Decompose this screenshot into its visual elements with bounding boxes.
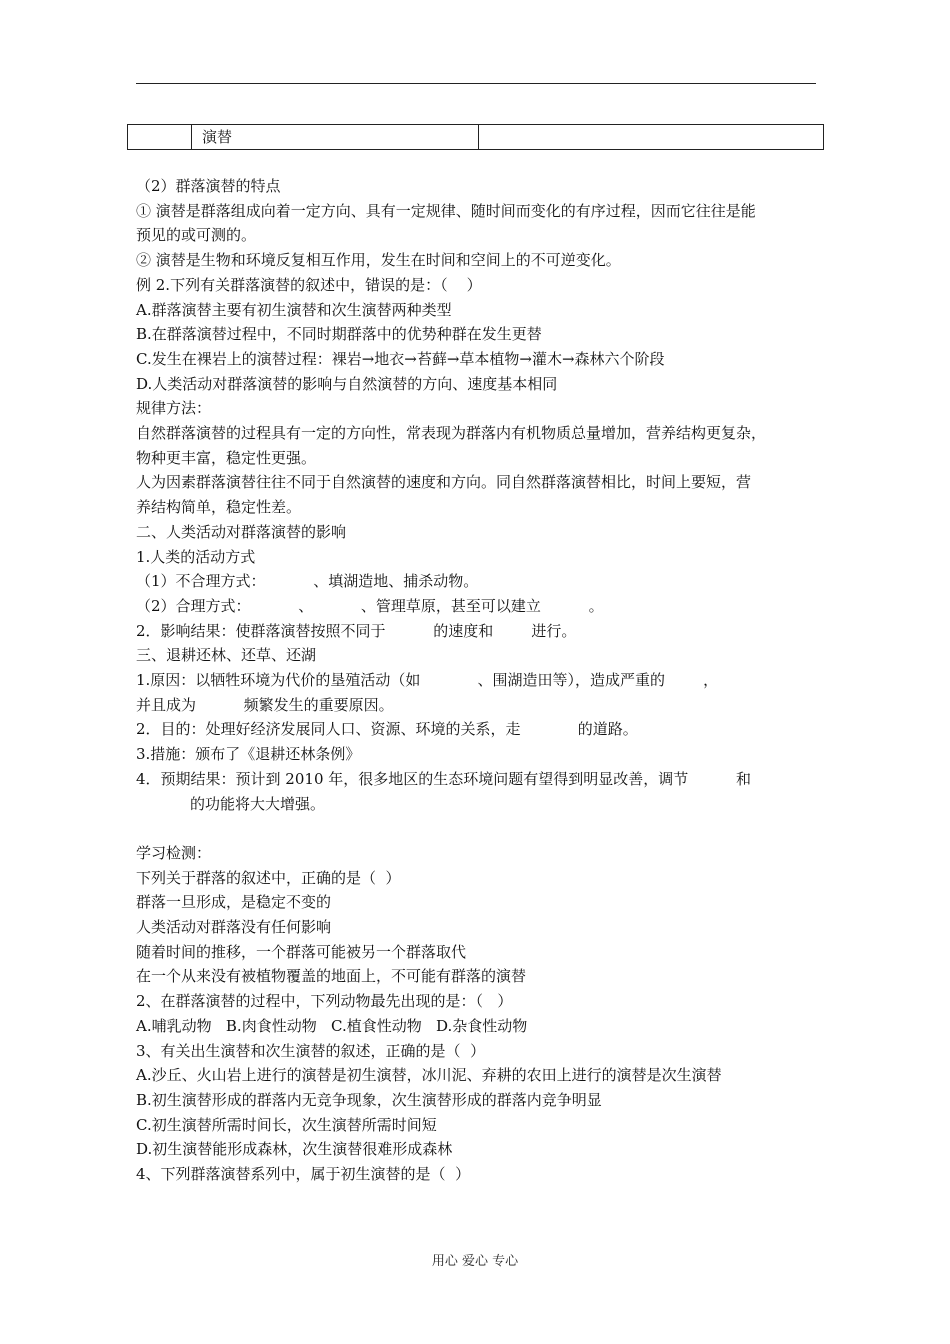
example-2-question: 例 2.下列有关群落演替的叙述中，错误的是：（ ） bbox=[136, 275, 482, 294]
purpose: 2．目的：处理好经济发展同人口、资源、环境的关系，走 的道路。 bbox=[136, 720, 638, 739]
method-text-3: 人为因素群落演替往往不同于自然演替的速度和方向。同自然群落演替相比，时间上要短，营 bbox=[136, 473, 752, 492]
example-2-option-b: B.在群落演替过程中，不同时期群落中的优势种群在发生更替 bbox=[136, 325, 542, 344]
example-2-option-c: C.发生在裸岩上的演替过程：裸岩→地衣→苔藓→草本植物→灌木→森林六个阶段 bbox=[136, 349, 665, 368]
method-heading: 规律方法： bbox=[136, 399, 212, 418]
q3-option-b: B.初生演替形成的群落内无竞争现象，次生演替形成的群落内竞争明显 bbox=[136, 1091, 602, 1109]
q4-stem: 4、下列群落演替系列中，属于初生演替的是（ ） bbox=[136, 1165, 471, 1184]
activity-unreasonable: （1）不合理方式： 、填湖造地、捕杀动物。 bbox=[136, 572, 479, 591]
q1-option-2: 人类活动对群落没有任何影响 bbox=[136, 918, 332, 937]
feature-1-line-1: ① 演替是群落组成向着一定方向、具有一定规律、随时间而变化的有序过程，因而它往往是能 bbox=[136, 201, 756, 220]
expected-result-1: 4．预期结果：预计到 2010 年，很多地区的生态环境问题有望得到明显改善，调节 和 bbox=[136, 769, 751, 788]
header-rule bbox=[136, 83, 816, 84]
test-heading: 学习检测： bbox=[136, 843, 212, 862]
q3-option-c: C.初生演替所需时间长，次生演替所需时间短 bbox=[136, 1115, 437, 1134]
page-footer: 用心 爱心 专心 bbox=[431, 1254, 519, 1269]
section-2-heading: 二、人类活动对群落演替的影响 bbox=[136, 522, 347, 541]
influence-result: 2．影响结果：使群落演替按照不同于 的速度和 进行。 bbox=[136, 621, 577, 640]
feature-2: ② 演替是生物和环境反复相互作用，发生在时间和空间上的不可逆变化。 bbox=[136, 251, 621, 270]
document-body bbox=[136, 174, 826, 1187]
reason-line-2: 并且成为 频繁发生的重要原因。 bbox=[136, 695, 394, 714]
q3-option-d: D.初生演替能形成森林，次生演替很难形成森林 bbox=[136, 1140, 453, 1159]
table-cell-blank bbox=[128, 125, 192, 150]
table-cell-succession: 演替 bbox=[192, 125, 479, 150]
example-2-option-d: D.人类活动对群落演替的影响与自然演替的方向、速度基本相同 bbox=[136, 374, 558, 393]
method-text-2: 物种更丰富，稳定性更强。 bbox=[136, 448, 317, 467]
measures: 3.措施：颁布了《退耕还林条例》 bbox=[136, 745, 361, 764]
q1-option-4: 在一个从来没有被植物覆盖的地面上，不可能有群落的演替 bbox=[136, 967, 527, 986]
method-text-1: 自然群落演替的过程具有一定的方向性，常表现为群落内有机物质总量增加，营养结构更复杂， bbox=[136, 424, 767, 443]
q2-stem: 2、在群落演替的过程中，下列动物最先出现的是：（ ） bbox=[136, 992, 513, 1011]
method-text-4: 养结构简单，稳定性差。 bbox=[136, 498, 302, 517]
q1-stem: 下列关于群落的叙述中，正确的是（ ） bbox=[136, 868, 401, 887]
q3-stem: 3、有关出生演替和次生演替的叙述，正确的是（ ） bbox=[136, 1041, 486, 1060]
q2-options: A.哺乳动物 B.肉食性动物 C.植食性动物 D.杂食性动物 bbox=[136, 1016, 528, 1035]
example-2-option-a: A.群落演替主要有初生演替和次生演替两种类型 bbox=[136, 300, 452, 319]
activity-heading: 1.人类的活动方式 bbox=[136, 547, 256, 566]
expected-result-2: 的功能将大大增强。 bbox=[190, 794, 326, 813]
table-row bbox=[128, 125, 824, 150]
reason-line-1: 1.原因：以牺牲环境为代价的垦殖活动（如 、围湖造田等），造成严重的 ， bbox=[136, 671, 719, 690]
activity-reasonable: （2）合理方式： 、 、管理草原，甚至可以建立 。 bbox=[136, 596, 604, 615]
table-cell-empty bbox=[479, 125, 824, 150]
q1-option-3: 随着时间的推移，一个群落可能被另一个群落取代 bbox=[136, 942, 467, 961]
blank-line bbox=[136, 816, 826, 841]
q3-option-a: A.沙丘、火山岩上进行的演替是初生演替，冰川泥、弃耕的农田上进行的演替是次生演替 bbox=[136, 1066, 722, 1085]
succession-table-fragment bbox=[127, 124, 824, 150]
q1-option-1: 群落一旦形成，是稳定不变的 bbox=[136, 893, 332, 912]
feature-1-line-2: 预见的或可测的。 bbox=[136, 226, 257, 245]
section-heading: （2）群落演替的特点 bbox=[136, 177, 281, 195]
section-3-heading: 三、退耕还林、还草、还湖 bbox=[136, 646, 317, 665]
